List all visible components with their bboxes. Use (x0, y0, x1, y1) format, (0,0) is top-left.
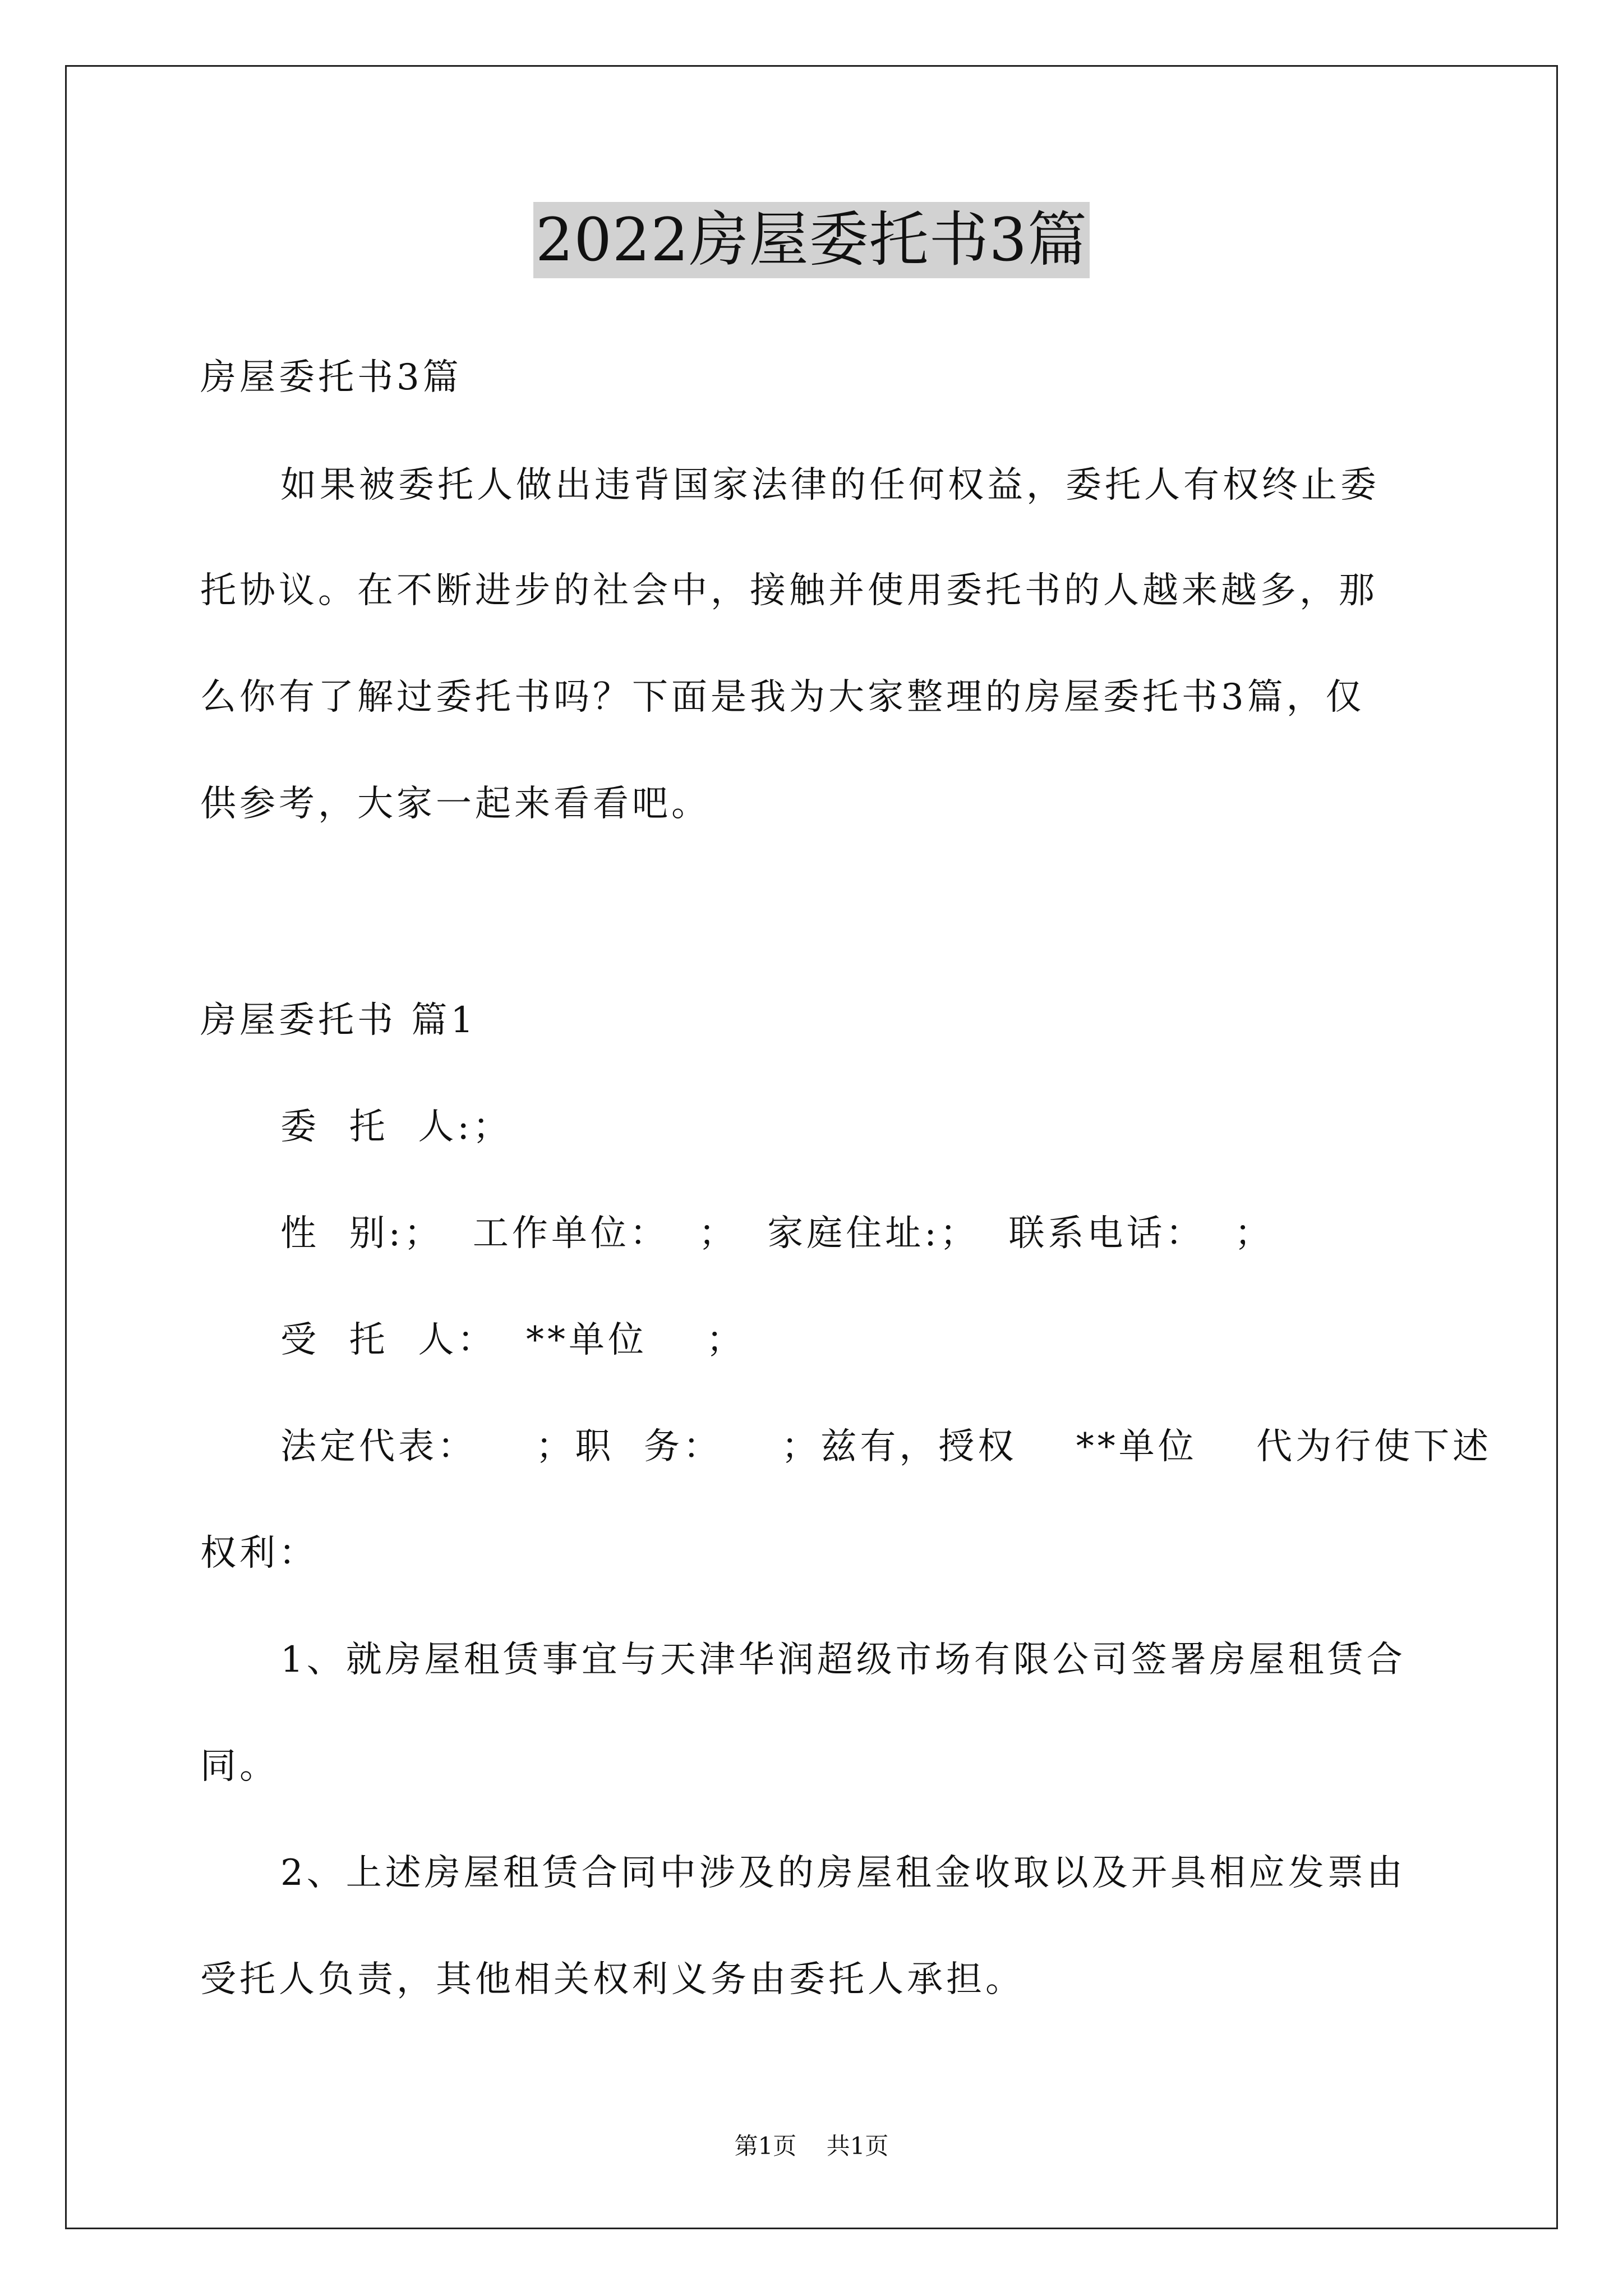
body-line-principal: 委 托 人:； (280, 1106, 512, 1148)
intro-line-1: 如果被委托人做出违背国家法律的任何权益，委托人有权终止委 (280, 464, 1380, 506)
intro-line-3: 么你有了解过委托书吗？下面是我为大家整理的房屋委托书3篇，仅 (200, 677, 1365, 718)
document-subtitle: 房屋委托书3篇 (200, 357, 462, 398)
section-heading: 房屋委托书 篇1 (200, 1000, 477, 1041)
body-line-agent: 受 托 人： **单位 ； (280, 1319, 746, 1361)
title-container (0, 202, 1623, 278)
intro-line-2: 托协议。在不断进步的社会中，接触并使用委托书的人越来越多，那 (200, 570, 1378, 611)
body-line-item-2-cont: 受托人负责，其他相关权利义务由委托人承担。 (200, 1959, 1025, 2000)
intro-line-4: 供参考，大家一起来看看吧。 (200, 783, 711, 825)
body-line-rights: 权利： (200, 1533, 318, 1574)
body-line-item-2: 2、上述房屋租赁合同中涉及的房屋租金收取以及开具相应发票由 (280, 1852, 1406, 1894)
body-line-details: 性 别:； 工作单位： ； 家庭住址:； 联系电话： ； (280, 1213, 1274, 1254)
body-line-item-1: 1、就房屋租赁事宜与天津华润超级市场有限公司签署房屋租赁合 (280, 1639, 1406, 1681)
body-line-representative: 法定代表： ；职 务： ；兹有，授权 **单位 代为行使下述 (280, 1426, 1492, 1467)
body-line-item-1-cont: 同。 (200, 1746, 279, 1787)
page-footer: 第1页 共1页 (734, 2132, 889, 2160)
document-title: 2022房屋委托书3篇 (533, 202, 1090, 278)
